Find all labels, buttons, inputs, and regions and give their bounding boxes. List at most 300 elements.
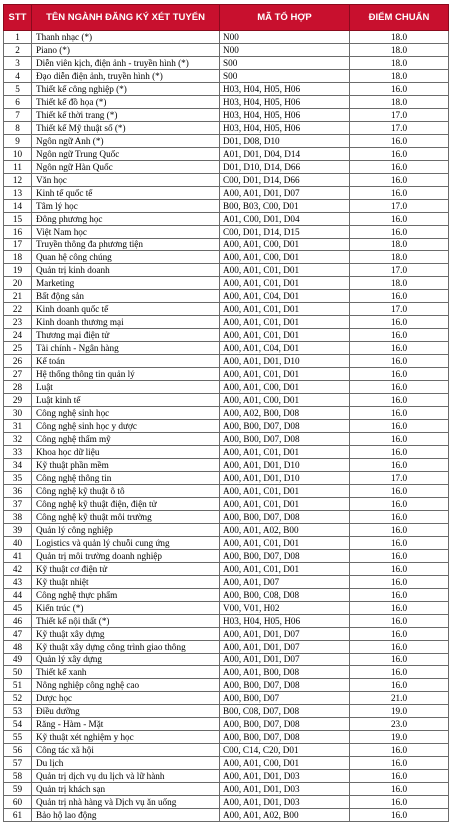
row-combo: A01, D01, D04, D14	[220, 147, 350, 160]
row-combo: B00, B03, C00, D01	[220, 199, 350, 212]
row-stt: 27	[4, 368, 32, 381]
header-stt: STT	[4, 5, 32, 31]
row-major: Ngôn ngữ Hàn Quốc	[32, 160, 220, 173]
row-major: Thiết kế công nghiệp (*)	[32, 82, 220, 95]
row-combo: A00, A01, D01, D03	[220, 783, 350, 796]
row-major: Luật	[32, 381, 220, 394]
row-major: Công nghệ kỹ thuật môi trường	[32, 510, 220, 523]
row-combo: A00, A01, D01, D03	[220, 796, 350, 809]
table-row	[4, 510, 449, 523]
row-major: Công nghệ thực phẩm	[32, 588, 220, 601]
row-combo: S00	[220, 69, 350, 82]
row-combo: A00, A01, C00, D01	[220, 238, 350, 251]
table-row	[4, 329, 449, 342]
row-score: 18.0	[350, 95, 449, 108]
row-score: 16.0	[350, 394, 449, 407]
table-row	[4, 264, 449, 277]
row-stt: 57	[4, 757, 32, 770]
table-row	[4, 173, 449, 186]
row-stt: 45	[4, 601, 32, 614]
row-major: Thiết kế thời trang (*)	[32, 108, 220, 121]
table-header	[4, 5, 449, 31]
row-stt: 18	[4, 251, 32, 264]
row-combo: H03, H04, H05, H06	[220, 82, 350, 95]
row-major: Quản trị dịch vụ du lịch và lữ hành	[32, 770, 220, 783]
row-major: Kinh tế quốc tế	[32, 186, 220, 199]
row-score: 16.0	[350, 770, 449, 783]
row-score: 16.0	[350, 575, 449, 588]
row-score: 17.0	[350, 121, 449, 134]
row-score: 16.0	[350, 160, 449, 173]
row-score: 16.0	[350, 433, 449, 446]
row-major: Thiết kế đồ họa (*)	[32, 95, 220, 108]
row-major: Ngôn ngữ Anh (*)	[32, 134, 220, 147]
row-score: 16.0	[350, 212, 449, 225]
table-row	[4, 186, 449, 199]
row-major: Tài chính - Ngân hàng	[32, 342, 220, 355]
table-row	[4, 601, 449, 614]
admission-score-table-container	[3, 4, 449, 822]
table-row	[4, 108, 449, 121]
row-combo: A00, A01, D01, D07	[220, 640, 350, 653]
row-combo: H03, H04, H05, H06	[220, 614, 350, 627]
row-major: Thanh nhạc (*)	[32, 31, 220, 44]
row-stt: 15	[4, 212, 32, 225]
row-score: 16.0	[350, 549, 449, 562]
row-stt: 7	[4, 108, 32, 121]
row-combo: A00, A01, D01, D07	[220, 627, 350, 640]
row-score: 16.0	[350, 783, 449, 796]
row-major: Kiến trúc (*)	[32, 601, 220, 614]
table-row	[4, 627, 449, 640]
row-stt: 35	[4, 471, 32, 484]
row-score: 19.0	[350, 731, 449, 744]
row-score: 16.0	[350, 497, 449, 510]
row-score: 16.0	[350, 368, 449, 381]
row-score: 16.0	[350, 329, 449, 342]
table-row	[4, 770, 449, 783]
row-score: 16.0	[350, 666, 449, 679]
table-row	[4, 394, 449, 407]
table-row	[4, 420, 449, 433]
row-combo: A00, B00, D07, D08	[220, 679, 350, 692]
table-row	[4, 809, 449, 822]
row-stt: 52	[4, 692, 32, 705]
row-combo: A00, A01, C01, D01	[220, 303, 350, 316]
table-row	[4, 277, 449, 290]
row-major: Hệ thống thông tin quản lý	[32, 368, 220, 381]
row-combo: A00, B00, D07	[220, 692, 350, 705]
table-row	[4, 718, 449, 731]
row-major: Kỹ thuật phần mềm	[32, 458, 220, 471]
row-stt: 11	[4, 160, 32, 173]
row-major: Truyền thông đa phương tiện	[32, 238, 220, 251]
table-row	[4, 147, 449, 160]
table-row	[4, 43, 449, 56]
row-score: 17.0	[350, 108, 449, 121]
row-stt: 41	[4, 549, 32, 562]
table-row	[4, 368, 449, 381]
row-stt: 56	[4, 744, 32, 757]
table-row	[4, 640, 449, 653]
row-combo: A00, A01, C01, D01	[220, 264, 350, 277]
row-stt: 49	[4, 653, 32, 666]
row-score: 17.0	[350, 303, 449, 316]
row-major: Quản trị nhà hàng và Dịch vụ ăn uống	[32, 796, 220, 809]
row-stt: 10	[4, 147, 32, 160]
row-major: Công nghệ thẩm mỹ	[32, 433, 220, 446]
row-combo: A00, A01, D01, D07	[220, 186, 350, 199]
row-score: 16.0	[350, 627, 449, 640]
row-score: 18.0	[350, 238, 449, 251]
row-major: Thiết kế xanh	[32, 666, 220, 679]
row-combo: N00	[220, 43, 350, 56]
row-score: 17.0	[350, 471, 449, 484]
row-combo: A00, A01, D01, D10	[220, 458, 350, 471]
row-combo: C00, D01, D14, D15	[220, 225, 350, 238]
row-score: 18.0	[350, 277, 449, 290]
row-score: 16.0	[350, 173, 449, 186]
table-row	[4, 82, 449, 95]
row-major: Tâm lý học	[32, 199, 220, 212]
row-major: Kỹ thuật xét nghiệm y học	[32, 731, 220, 744]
table-row	[4, 731, 449, 744]
row-stt: 34	[4, 458, 32, 471]
row-major: Bảo hộ lao động	[32, 809, 220, 822]
row-stt: 39	[4, 523, 32, 536]
row-score: 23.0	[350, 718, 449, 731]
row-major: Marketing	[32, 277, 220, 290]
row-combo: A00, A01, C01, D01	[220, 368, 350, 381]
row-score: 16.0	[350, 601, 449, 614]
row-combo: D01, D08, D10	[220, 134, 350, 147]
table-row	[4, 31, 449, 44]
row-major: Công nghệ sinh học y dược	[32, 420, 220, 433]
row-score: 16.0	[350, 446, 449, 459]
row-stt: 55	[4, 731, 32, 744]
table-row	[4, 484, 449, 497]
row-major: Công nghệ thông tin	[32, 471, 220, 484]
table-row	[4, 588, 449, 601]
row-major: Quan hệ công chúng	[32, 251, 220, 264]
row-score: 17.0	[350, 199, 449, 212]
row-stt: 25	[4, 342, 32, 355]
row-score: 16.0	[350, 407, 449, 420]
table-row	[4, 744, 449, 757]
row-combo: A00, A01, C00, D01	[220, 394, 350, 407]
row-score: 16.0	[350, 458, 449, 471]
row-combo: A00, A01, A02, B00	[220, 809, 350, 822]
row-combo: N00	[220, 31, 350, 44]
table-row	[4, 134, 449, 147]
row-score: 16.0	[350, 562, 449, 575]
row-score: 16.0	[350, 757, 449, 770]
row-stt: 23	[4, 316, 32, 329]
row-combo: A00, A01, C00, D01	[220, 251, 350, 264]
table-row	[4, 433, 449, 446]
row-score: 16.0	[350, 744, 449, 757]
row-major: Thương mại điện tử	[32, 329, 220, 342]
header-combo: MÃ TỔ HỢP	[220, 5, 350, 31]
row-stt: 60	[4, 796, 32, 809]
row-stt: 53	[4, 705, 32, 718]
table-row	[4, 523, 449, 536]
row-stt: 6	[4, 95, 32, 108]
row-combo: A00, A01, D01, D10	[220, 471, 350, 484]
row-stt: 24	[4, 329, 32, 342]
row-major: Răng - Hàm - Mặt	[32, 718, 220, 731]
row-major: Du lịch	[32, 757, 220, 770]
table-row	[4, 342, 449, 355]
row-major: Bất động sản	[32, 290, 220, 303]
row-score: 16.0	[350, 420, 449, 433]
row-score: 16.0	[350, 796, 449, 809]
row-combo: A00, A01, D01, D07	[220, 653, 350, 666]
table-row	[4, 653, 449, 666]
table-row	[4, 160, 449, 173]
row-stt: 33	[4, 446, 32, 459]
row-combo: A00, B00, C08, D08	[220, 588, 350, 601]
row-score: 17.0	[350, 264, 449, 277]
row-combo: A00, B00, D07, D08	[220, 718, 350, 731]
row-combo: V00, V01, H02	[220, 601, 350, 614]
row-score: 18.0	[350, 56, 449, 69]
row-stt: 19	[4, 264, 32, 277]
row-stt: 44	[4, 588, 32, 601]
row-major: Quản trị môi trường doanh nghiệp	[32, 549, 220, 562]
row-stt: 9	[4, 134, 32, 147]
row-major: Quản lý xây dựng	[32, 653, 220, 666]
row-combo: D01, D10, D14, D66	[220, 160, 350, 173]
row-combo: A00, A01, D07	[220, 575, 350, 588]
row-major: Quản trị khách sạn	[32, 783, 220, 796]
row-stt: 8	[4, 121, 32, 134]
row-score: 16.0	[350, 640, 449, 653]
row-major: Luật kinh tế	[32, 394, 220, 407]
table-row	[4, 536, 449, 549]
row-stt: 37	[4, 497, 32, 510]
row-stt: 54	[4, 718, 32, 731]
row-major: Điều dưỡng	[32, 705, 220, 718]
header-row	[4, 5, 449, 31]
row-stt: 26	[4, 355, 32, 368]
table-row	[4, 446, 449, 459]
row-combo: A00, A02, B00, D08	[220, 407, 350, 420]
table-row	[4, 614, 449, 627]
table-row	[4, 549, 449, 562]
row-stt: 43	[4, 575, 32, 588]
row-major: Kinh doanh thương mại	[32, 316, 220, 329]
row-major: Thiết kế nội thất (*)	[32, 614, 220, 627]
row-major: Đông phương học	[32, 212, 220, 225]
row-major: Công nghệ sinh học	[32, 407, 220, 420]
row-stt: 61	[4, 809, 32, 822]
table-row	[4, 56, 449, 69]
table-row	[4, 666, 449, 679]
row-score: 18.0	[350, 251, 449, 264]
row-stt: 21	[4, 290, 32, 303]
table-row	[4, 290, 449, 303]
row-major: Công tác xã hội	[32, 744, 220, 757]
row-stt: 48	[4, 640, 32, 653]
row-score: 16.0	[350, 186, 449, 199]
row-combo: A00, A01, C01, D01	[220, 329, 350, 342]
row-stt: 2	[4, 43, 32, 56]
row-combo: A00, A01, C01, D01	[220, 277, 350, 290]
table-row	[4, 692, 449, 705]
table-row	[4, 238, 449, 251]
table-row	[4, 575, 449, 588]
row-combo: C00, D01, D14, D66	[220, 173, 350, 186]
row-score: 16.0	[350, 523, 449, 536]
row-major: Logistics và quản lý chuỗi cung ứng	[32, 536, 220, 549]
row-major: Kinh doanh quốc tế	[32, 303, 220, 316]
table-body	[4, 31, 449, 822]
row-major: Dược học	[32, 692, 220, 705]
table-row	[4, 407, 449, 420]
row-stt: 40	[4, 536, 32, 549]
row-major: Thiết kế Mỹ thuật số (*)	[32, 121, 220, 134]
table-row	[4, 705, 449, 718]
row-score: 21.0	[350, 692, 449, 705]
table-row	[4, 251, 449, 264]
row-major: Công nghệ kỹ thuật ô tô	[32, 484, 220, 497]
row-major: Kỹ thuật xây dựng công trình giao thông	[32, 640, 220, 653]
row-combo: A00, A01, C01, D01	[220, 316, 350, 329]
row-combo: C00, C14, C20, D01	[220, 744, 350, 757]
table-row	[4, 381, 449, 394]
row-score: 16.0	[350, 225, 449, 238]
row-combo: A00, B00, D07, D08	[220, 420, 350, 433]
row-combo: S00	[220, 56, 350, 69]
table-row	[4, 497, 449, 510]
row-score: 16.0	[350, 316, 449, 329]
row-major: Ngôn ngữ Trung Quốc	[32, 147, 220, 160]
table-row	[4, 783, 449, 796]
row-major: Đạo diễn điện ảnh, truyền hình (*)	[32, 69, 220, 82]
row-stt: 20	[4, 277, 32, 290]
row-combo: A00, A01, D01, D10	[220, 355, 350, 368]
row-combo: A00, A01, C01, D01	[220, 562, 350, 575]
row-major: Piano (*)	[32, 43, 220, 56]
row-score: 16.0	[350, 381, 449, 394]
row-score: 16.0	[350, 355, 449, 368]
row-score: 16.0	[350, 809, 449, 822]
row-stt: 59	[4, 783, 32, 796]
row-score: 16.0	[350, 679, 449, 692]
row-combo: A00, A01, C01, D01	[220, 446, 350, 459]
row-stt: 16	[4, 225, 32, 238]
row-stt: 1	[4, 31, 32, 44]
table-row	[4, 212, 449, 225]
table-row	[4, 796, 449, 809]
row-combo: A00, A01, A02, B00	[220, 523, 350, 536]
row-stt: 4	[4, 69, 32, 82]
row-major: Quản trị kinh doanh	[32, 264, 220, 277]
row-score: 16.0	[350, 82, 449, 95]
table-row	[4, 69, 449, 82]
row-score: 18.0	[350, 31, 449, 44]
row-score: 18.0	[350, 43, 449, 56]
row-combo: A00, A01, C00, D01	[220, 757, 350, 770]
row-score: 16.0	[350, 510, 449, 523]
row-score: 16.0	[350, 536, 449, 549]
row-score: 16.0	[350, 290, 449, 303]
row-combo: A00, A01, C01, D01	[220, 497, 350, 510]
row-combo: A00, A01, D01, D03	[220, 770, 350, 783]
row-combo: H03, H04, H05, H06	[220, 95, 350, 108]
row-score: 16.0	[350, 588, 449, 601]
row-stt: 42	[4, 562, 32, 575]
row-combo: A00, B00, D07, D08	[220, 433, 350, 446]
row-major: Kỹ thuật nhiệt	[32, 575, 220, 588]
row-combo: A00, A01, B00, D08	[220, 666, 350, 679]
row-score: 16.0	[350, 147, 449, 160]
row-combo: H03, H04, H05, H06	[220, 108, 350, 121]
row-major: Kỹ thuật xây dựng	[32, 627, 220, 640]
row-major: Quản lý công nghiệp	[32, 523, 220, 536]
header-major: TÊN NGÀNH ĐĂNG KÝ XÉT TUYỂN	[32, 5, 220, 31]
row-major: Diễn viên kịch, điện ảnh - truyền hình (*)	[32, 56, 220, 69]
row-major: Kế toán	[32, 355, 220, 368]
header-score: ĐIỂM CHUẨN	[350, 5, 449, 31]
row-stt: 32	[4, 433, 32, 446]
row-stt: 22	[4, 303, 32, 316]
row-combo: A00, A01, C00, D01	[220, 381, 350, 394]
row-stt: 13	[4, 186, 32, 199]
row-stt: 38	[4, 510, 32, 523]
row-stt: 36	[4, 484, 32, 497]
row-combo: A00, A01, C04, D01	[220, 342, 350, 355]
row-combo: B00, C08, D07, D08	[220, 705, 350, 718]
table-row	[4, 121, 449, 134]
table-row	[4, 562, 449, 575]
admission-score-table	[3, 4, 449, 822]
row-score: 16.0	[350, 134, 449, 147]
row-stt: 50	[4, 666, 32, 679]
row-combo: H03, H04, H05, H06	[220, 121, 350, 134]
row-score: 19.0	[350, 705, 449, 718]
row-score: 16.0	[350, 484, 449, 497]
row-major: Công nghệ kỹ thuật điện, điện tử	[32, 497, 220, 510]
row-stt: 47	[4, 627, 32, 640]
row-combo: A00, A01, C04, D01	[220, 290, 350, 303]
table-row	[4, 225, 449, 238]
row-score: 16.0	[350, 342, 449, 355]
row-combo: A00, B00, D07, D08	[220, 549, 350, 562]
row-stt: 31	[4, 420, 32, 433]
table-row	[4, 303, 449, 316]
row-stt: 17	[4, 238, 32, 251]
row-major: Kỹ thuật cơ điện tử	[32, 562, 220, 575]
row-major: Khoa học dữ liệu	[32, 446, 220, 459]
table-row	[4, 199, 449, 212]
row-stt: 46	[4, 614, 32, 627]
row-stt: 51	[4, 679, 32, 692]
row-stt: 29	[4, 394, 32, 407]
row-stt: 12	[4, 173, 32, 186]
row-combo: A00, B00, D07, D08	[220, 731, 350, 744]
table-row	[4, 757, 449, 770]
row-combo: A00, A01, C01, D01	[220, 536, 350, 549]
table-row	[4, 316, 449, 329]
row-score: 18.0	[350, 69, 449, 82]
row-stt: 5	[4, 82, 32, 95]
table-row	[4, 458, 449, 471]
row-stt: 58	[4, 770, 32, 783]
row-combo: A00, A01, C01, D01	[220, 484, 350, 497]
row-stt: 3	[4, 56, 32, 69]
